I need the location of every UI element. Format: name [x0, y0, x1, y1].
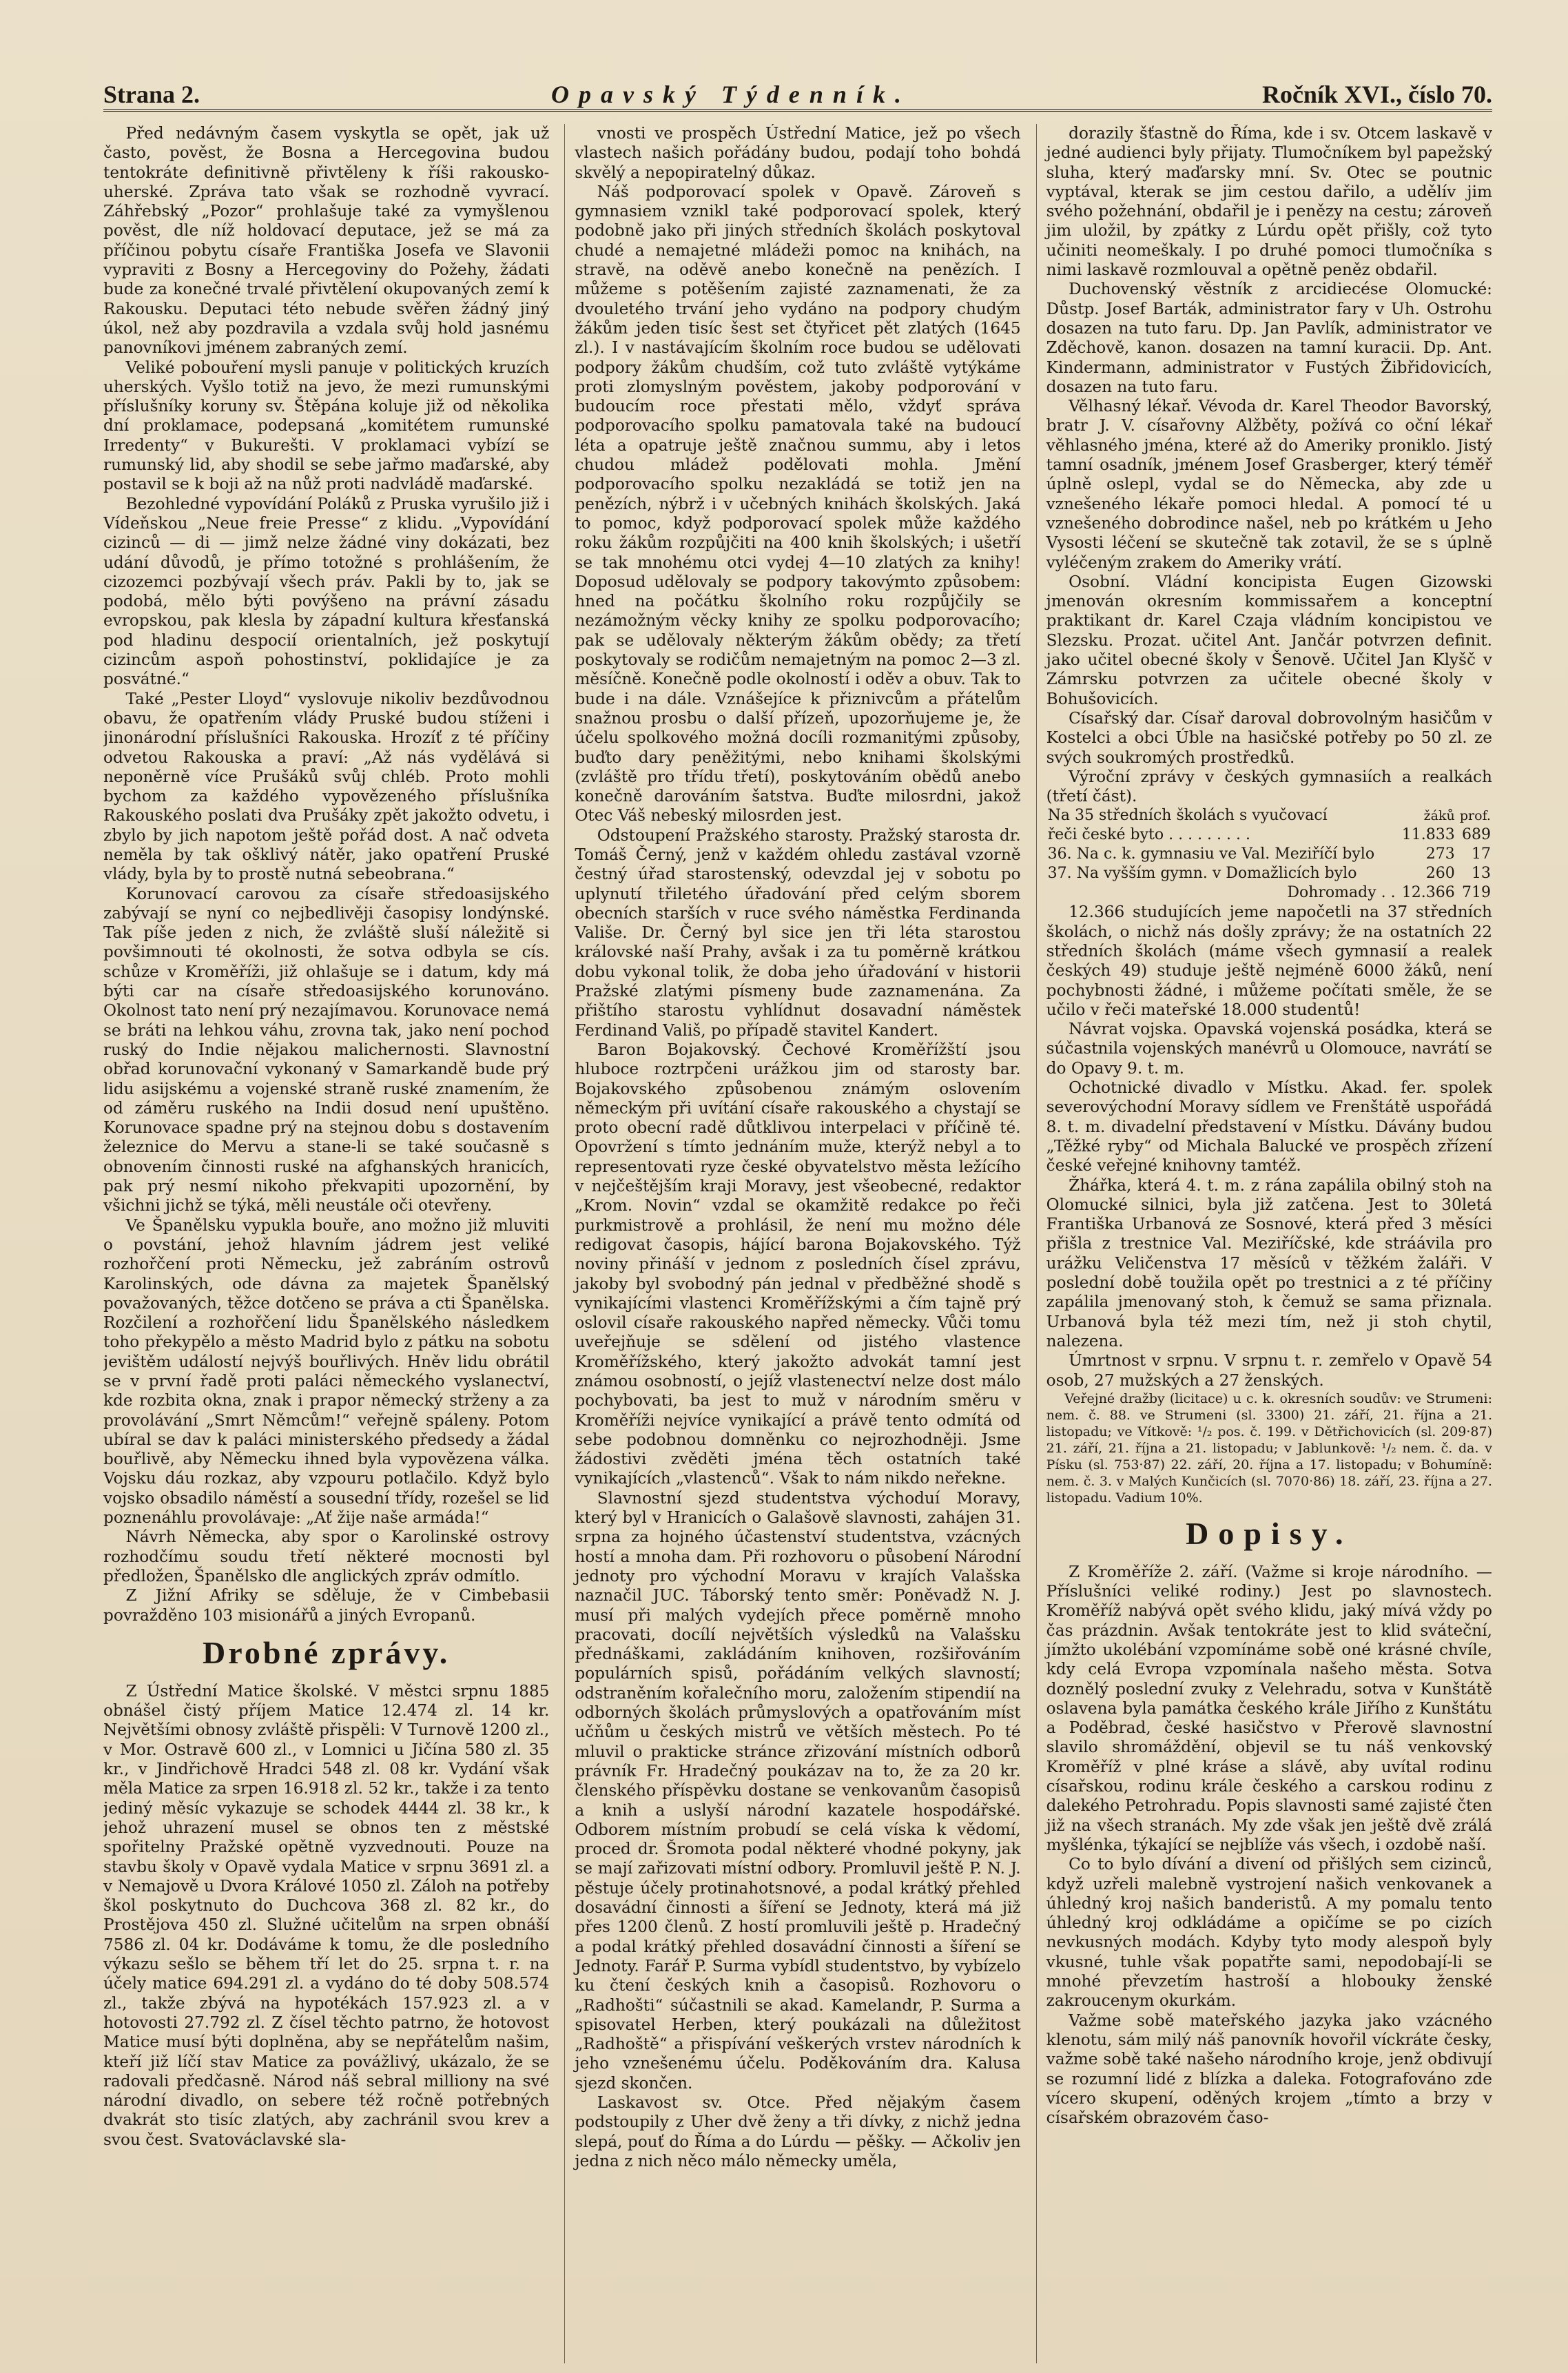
page-header	[103, 66, 1492, 112]
table-row	[1046, 825, 1492, 845]
student-stats-table	[1046, 806, 1492, 903]
table-cell-professors: 17	[1471, 845, 1491, 863]
article-matice-cont: vnosti ve prospěch Ústřední Matice, jež po všech vlastech našich pořádány budou, podají toho bohdá skvělý a nepopiratelný důkaz.	[575, 124, 1021, 182]
table-intro: Na 35 středních školách s vyučovací	[1047, 807, 1328, 825]
article-starosta: Odstoupení Pražského starosty. Pražský starosta dr. Tomáš Černý, jenž v každém ohledu zastával vzorně čestný úřad starostenský, odevzdal jej v sobotu po uplynutí třiletého úřadování před celým sborem obecních starších v ruce svého náměstka Ferdinanda Vališe. Dr. Černý byl sice jen tři léta starostou královské naší Prahy, avšak i za tu poměrně krátkou dobu vykonal tolik, že doba jeho úřadování v historii Pražské zlatými písmeny bude zaznamenána. Za přištího starostu vyhlídnut dosavadní náměstek Ferdinand Vališ, po případě stavitel Kandert.	[575, 825, 1021, 1040]
table-row	[1046, 864, 1492, 883]
article-sjezd: Slavnostní sjezd studentstva východuí Moravy, který byl v Hranicích o Galašově slavnosti, zahájen 31. srpna za hojného účastenství studentstva, vzácných hostí a mnoha dam. Při rozhovoru o působení Národní jednoty pro východní Moravu v krajích Valašska naznačil JUC. Táborský tento směr: Poněvadž N. J. musí při malých vydejích přece poměrně mnoho pracovati, docílí největších výsledků na Valašsku přednáškami, zakládáním knihoven, rozšiřováním populárních spisů, pořádáním velkých slavností; odstraněním kořalečního moru, založením stipendií na odborných školách průmyslových a opatřováním míst učňům u českých mistrů ve větších městech. Po té mluvil o prakticke stránce zřizování místních odborů právník Fr. Hradečný poukázav na to, že za 20 kr. členského příspěvku dostane se venkovanům časopisů a knih a uslyší národní kazatele hospodářské. Odborem místním probudí se celá víska k vědomí, proced dr. Šromota podal některé vhodné pokyny, jak se mají zařizovati místní odbory. Promluvil ještě P. N. J. pěstuje účely protinahotsnové, a podal krátký přehled dosavádní činnosti a šíření se Jednoty, která má již přes 1200 členů. Z hostí promluvili ještě p. Hradečný a podal krátký přehled dosavádní činnosti a šíření se Jednoty. Farář P. Surma vybídl studentstvo, by vybízelo ku čtení českých knih a časopisů. Rozhovoru o „Radhošti“ súčastnili se akad. Kamelandr, P. Surma a spisovatel Herben, který poukázali na důležitost „Radhoště“ a přispívání veškerých vrstev národních k jeho vznešenému účelu. Poděkováním dra. Kalusa sjezd skončen.	[575, 1488, 1021, 2093]
table-total-row	[1046, 883, 1492, 903]
letter-jazyk: Važme sobě mateřského jazyka jako vzácného klenotu, sám milý náš panovník hovořil víckráte česky, važme sobě také našeho národního kroje, jenž obdivují se rozumní lidé z blízka a daleka. Fotografováno zde vícero skupení, oděných krojem „tímto a brzy v císařském obrazovém časo-	[1046, 2011, 1492, 2128]
article-bosna: Před nedávným časem vyskytla se opět, jak už často, pověst, že Bosna a Hercegovina budou tentokráte definitivně přivtěleny k říši rakousko-uherské. Zpráva tato však se rozhodně vyvrací. Záhřebský „Pozor“ prohlašuje také za vymyšlenou pověst, dle níž holdovací deputace, jež se má za příčinou pobytu císaře Františka Josefa ve Slavonii vypraviti z Bosny a Hercegoviny do Požehy, žádati bude za konečné trvalé přivtělení okupovaných zemí k Rakousku. Deputaci této nebude svěřen žádný jiný úkol, než aby pozdravila a vzdala svůj hold jasnému panovníkovi jménem zabraných zemí.	[103, 124, 550, 358]
table-cell-professors: 689	[1461, 826, 1491, 844]
table-cell-label: 37. Na vyšším gymn. v Domažlicích bylo	[1047, 865, 1357, 883]
article-prusko: Bezohledné vypovídání Poláků z Pruska vyrušilo již i Vídeňskou „Neue freie Presse“ z klidu. „Vypovídání cizinců — di — jimž nelze žádné viny dokázati, bez udání důvodů, je přímo totožné s prohlášením, že cizozemci pozbývají všech práv. Pakli by to, jak se podobá, mělo býti povýšeno na právní zásadu evropskou, pak klesla by západní kultura křesťanská pod hladinu despocií orientalních, jež poskytují cizincům aspoň pohostinství, poklidajíce je za posvátné.“	[103, 494, 550, 689]
table-head-students: žáků	[1423, 808, 1455, 824]
letter-kroje: Co to bylo dívání a divení od přišlých sem cizinců, když uzřeli malebně vystrojení našich venkovanek a úhledný kroj našich banderistů. A my pomalu tento úhledný kroj odkládáme a opičíme se po cizích nevkusných modách. Kdyby tyto mody alespoň byly vkusné, tuhle však popatřte sami, nepodobají-li se mnohé převzetím hastroší a hlobouky ženské zakroucenym okurkám.	[1046, 1855, 1492, 2011]
table-cell-students: 273	[1425, 845, 1455, 863]
article-navrat-vojska: Návrat vojska. Opavská vojenská posádka, která se súčastnila vojenských manévrů u Olomouce, navrátí se do Opavy 9. t. m.	[1046, 1020, 1492, 1078]
table-cell-students: 12.366	[1401, 884, 1455, 902]
table-cell-students: 260	[1425, 865, 1455, 883]
column-3	[1036, 124, 1492, 2363]
section-heading-drobne-zpravy: Drobné zprávy.	[203, 1634, 451, 1670]
issue-info: Ročník XVI., číslo 70.	[1261, 81, 1492, 108]
table-cell-label: Dohromady . .	[1287, 884, 1396, 902]
article-afrika: Z Jižní Afriky se sděluje, že v Cimbebasii povražděno 103 misionářů a jiných Evropanů.	[103, 1586, 550, 1625]
table-cell-professors: 13	[1471, 865, 1491, 883]
table-cell-label: řeči české byto . . . . . . . . .	[1047, 826, 1250, 844]
table-header-row	[1046, 806, 1492, 825]
letter-kromeriz: Z Kroměříže 2. září. (Važme si kroje národního. — Příslušníci veliké rodiny.) Jest po slavnostech. Kroměříž nabývá opět svého klidu, jaký mívá vždy po čas prázdnin. Avšak tentokráte jest to klid sváteční, jímžto ukolébání vzpomínáme sobě oné krásné chvíle, kdy celá Evropa vzpomínala našeho města. Sotva doznělý poslední zvuky z Velehradu, sotva v Kunštátě oslavena byla památka českého krále Jiřího z Kunštátu a Poděbrad, české hasičstvo v Přerově slavnostní slavilo shromáždění, objevil se tu náš venkovský Kroměříž v plné kráse a slávě, aby uvítal rodinu císařskou, rodinu krále českého a carskou rodinu z dalekého Petrohradu. Popis slavnosti samé zajisté čten již na všech stranách. My zde však jen ještě dvě zrálá myšlénka, týkající se nejblíže vás všech, i ozdobě naší.	[1046, 1562, 1492, 1854]
article-columns	[103, 124, 1492, 2363]
column-1	[103, 124, 549, 2363]
article-bojakovsky: Baron Bojakovský. Čechové Kroměřížští jsou hluboce roztrpčeni urážkou jim od starosty bar. Bojakovského způsobenou známým oslovením německým při uvítání císaře rakouského a chystají se proto obecní radě důtklivou interpelaci v příčině té. Opovržení s tímto jednáním muže, kterýž nebyl a to representovati ryze české obyvatelstvo města ležícího v nejčeštějším kraji Moravy, jest všeobecné, redaktor „Krom. Novin“ vzdal se okamžitě redakce po řeči purkmistrově a prohlásil, že není mu možno déle redigovat časopis, hájící barona Bojakovského. Týž noviny přináší v jednom z posledních čísel zprávu, jakoby byl svobodný pán jednal v předběžné shodě s vynikajícími vlastenci Kroměřížskými a čím tajně prý oslovil císaře rakouského napřed německy. Vůči tomu uveřejňuje se sdělení od jistého vlastence Kroměřížského, který jakožto advokát tamní jest známou osobností, o jejíž vlastenectví nelze dost málo pochybovati, ba jest to muž v národním směru v Kroměříži nejvíce vynikající a právě tento odmítá od sebe podobnou domněnku co nejrozhodněji. Jsme žádostivi zvěděti jména těch ostatních také vynikajících „vlastenců“. Však to nám nikdo neřekne.	[575, 1040, 1021, 1488]
section-heading-dopisy: Dopisy.	[1186, 1515, 1353, 1551]
article-zharka: Žhářka, která 4. t. m. z rána zapálila obilný stoh na Olomucké silnici, byla již zatčena. Jest to 30letá Františka Urbanová ze Sosnové, která před 3 měsíci přišla z trestnice Val. Meziříčské, kde stráávila pro urážku Veličenstva 17 měsíců v těžkém žaláři. V poslední době toužila opět po trestnici a z té příčiny zapálila jmenovaný stoh, k čemuž se sama přiznala. Urbanová byla též mezi tím, než ji stoh chytil, nalezena.	[1046, 1175, 1492, 1350]
newspaper-title: Opavský Týdenník.	[551, 81, 911, 108]
article-podporovaci-spolek: Náš podporovací spolek v Opavě. Zároveň s gymnasiem vznikl také podporovací spolek, který podobně jako při jiných středních školách poskytoval chudé a nemajetné mládeži pomoc na knihách, na stravě, na oděvě anebo konečně na penězích. I můžeme s potěšením zajisté zaznamenati, že za dvouletého trvání jeho vydáno na podpory chudým žákům jeden tisíc šest set čtyřicet pět zlatých (1645 zl.). I v nastávajícím školním roce budou se udělovati podpory žákům chudším, což tuto zvláště vytýkáme proti zlomyslným pověstem, jakoby podporování v budoucím roce přestati mělo, vždyť správa podporovacího spolku pamatovala také na budoucí léta a opatruje ještě značnou summu, aby i letos chudou mládež podělovati mohla. Jmění podporovacího spolku nezakládá se totiž jen na penězích, nýbrž i v učebných knihách školských. Jaká to pomoc, když podporovací spolek může každého roku žákům rozpůjčiti na 400 knih školských; i ušetří se tak mnohému otci vydej 4—10 zlatých za knihy! Doposud udělovaly se podpory takovýmto způsobem: hned na počátku školního roku rozpůjčily se nezámožným věcky knihy ze spolku podporovacího; pak se udělovaly některým žákům obědy; za třetí poskytovaly se rodičům nemajetným na pomoc 2—3 zl. měsíčně. Konečně podle okolností i oděv a obuv. Tak to bude i na dále. Vznášejíce k přiznivcům a přátelům snažnou prosbu o další přízeň, upozorňujeme je, že účelu spolkového možná docíli rozmanitými způsoby, buďto dary peněžitými, nebo knihami školskými (zvláště pro třídu třetí), poskytováním obědů anebo konečně darováním šatstva. Buďte milosrdni, jakož Otec Váš nebeský milosrden jest.	[575, 182, 1021, 825]
article-pester-lloyd: Také „Pester Lloyd“ vyslovuje nikoliv bezdůvodnou obavu, že opatřením vlády Pruské budou stíženi i jinonárodní příslušníci Rakouska. Hrozíť z té příčiny odvetou Rakouska a praví: „Až nás vydělává si neponěrně více Prušáků svůj chléb. Proto mohli bychom za každého vypovězeného příslušníka Rakouského poslati dva Prušáky zpět jakožto odvetu, i zbylo by jich napotom ještě pořád dost. A nač odveta neměla by tak ošklivý nátěr, jako opatření Pruské vlády, byla by to prostě nutná sebeobrana.“	[103, 689, 550, 884]
article-divadlo: Ochotnické divadlo v Místku. Akad. fer. spolek severovýchodní Moravy sídlem ve Frenštátě uspořádá 8. t. m. divadelní představení v Místku. Dávány budou „Těžké ryby“ od Michala Balucké ve prospěch zřízení české veřejné knihovny tamtéž.	[1046, 1078, 1492, 1175]
column-2	[564, 124, 1020, 2363]
article-lekar: Vělhasný lékař. Vévoda dr. Karel Theodor Bavorský, bratr J. V. císařovny Alžběty, požívá co oční lékař věhlasného jména, které až do Ameriky proniklo. Jistý tamní osadník, jménem Josef Grasberger, který téměř úplně oslepl, vydal se do Německa, aby zde u vznešeného lékaře pomoci hledal. A pomocí té u vznešeného dobrodince našel, neb po krátkém u Jeho Vysosti léčení se skutečně tak zotavil, že se s úplně vyléčeným zrakem do Ameriky vrátí.	[1046, 397, 1492, 572]
article-umrtnost: Úmrtnost v srpnu. V srpnu t. r. zemřelo v Opavě 54 osob, 27 mužských a 27 ženských.	[1046, 1351, 1492, 1390]
page-number: Strana 2.	[103, 81, 200, 108]
article-laskavost: Laskavost sv. Otce. Před nějakým časem podstoupily z Uher dvě ženy a tři dívky, z nichž jedna slepá, pouť do Říma a do Lúrdu — pěšky. — Ačkoliv jen jedna z nich něco málo německy uměla,	[575, 2093, 1021, 2170]
article-vyrocni-zpravy: Výroční zprávy v českých gymnasiích a realkách (třetí část).	[1046, 767, 1492, 806]
table-head-professors: prof.	[1459, 808, 1491, 824]
table-cell-label: 36. Na c. k. gymnasiu ve Val. Meziříčí bylo	[1047, 845, 1375, 863]
article-drazby: Veřejné dražby (licitace) u c. k. okresních soudův: ve Strumeni: nem. č. 88. ve Strumeni (sl. 3300) 21. září, 21. října a 21. listopadu; ve Vítkově: ¹/₂ pos. č. 199. v Dětřichovicích (sl. 209·87) 21. září, 21. října a 21. listopadu; v Jablunkově: ¹/₂ nem. č. da. v Písku (sl. 753·87) 22. září, 20. října a 17. listopadu; v Bohumíně: nem. č. 3. v Malých Kunčicích (sl. 7070·86) 18. září, 23. října a 27. listopadu. Vadium 10%.	[1046, 1390, 1492, 1506]
table-cell-students: 11.833	[1401, 826, 1455, 844]
article-laskavost-cont: dorazily šťastně do Říma, kde i sv. Otcem laskavě v jedné audienci byly přijaty. Tlumočníkem byl papežský sluha, který maďarsky mní. Sv. Otec se poutnic vyptával, kterak se jim cestou dařilo, a udělív jim svého požehnání, obdařil je i penězy na cestu; zároveň jim uložil, by zpátky z Lúrdu opět přišly, což tyto učiniti neomeškaly. I po druhé pomoci tlumočníka s nimi laskavě rozmlouval a opětně peněz obdařil.	[1046, 124, 1492, 280]
article-uhersko: Veliké pobouření mysli panuje v politických kruzích uherských. Vyšlo totiž na jevo, že mezi rumunskými příslušníky koruny sv. Štěpána koluje již od několika dní proklamace, podepsaná „komitétem rumunské Irredenty“ v Bukurešti. V proklamaci vybízí se rumunský lid, aby shodil se sebe jařmo maďarské, aby postavil se k boji až na nůž proti nadvládě maďarské.	[103, 358, 550, 494]
article-matice: Z Ústřední Matice školské. V městci srpnu 1885 obnášel čistý příjem Matice 12.474 zl. 14 kr. Největšími obnosy zvláště přispěli: V Turnově 1200 zl., v Mor. Ostravě 600 zl., v Lomnici u Jičína 580 zl. 35 kr., v Jindřichově Hradci 548 zl. 08 kr. Vydání však měla Matice za srpen 16.918 zl. 52 kr., takže i za tento jediný měsíc vykazuje se schodek 4444 zl. 38 kr., k jehož uhrazení musel se obnos ten z městské spořitelny Pražské opětně vyzvednouti. Pouze na stavbu školy v Opavě vydala Matice v srpnu 3691 zl. a v Nemajově u Dvora Králové 1050 zl. Záloh na potřeby škol poskytnuto do Duchcova 368 zl. 82 kr., do Prostějova 450 zl. Služné učitelům na srpen obnáší 7586 zl. 04 kr. Dodáváme k tomu, že dle posledního výkazu sešlo se během tří let do 25. srpna t. r. na účely matice 694.291 zl. a vydáno do té doby 508.574 zl., takže zbývá na hypotékách 157.923 zl. a v hotovosti 27.792 zl. Z čísel těchto patrno, že hotovost Matice musí býti doplněna, aby se nepřátelům našim, kteří již líčí stav Matice za povážlivý, ukázalo, že se radovali předčasně. Národ náš sebral milliony na své národní divadlo, on sebere též ročně potřebných dvakrát sto tisíc zlatých, aby zachránil svou krev a svou čest. Svatováclavské sla-	[103, 1681, 550, 2149]
article-korunovace: Korunovací carovou za císaře středoasijského zabývají se nyní co nejbedlivěji časopisy londýnské. Tak píše jeden z nich, že zvláště sluší náležitě si povšimnouti té okolnosti, že sotva odbyla se cís. schůze v Kroměříži, již ohlašuje se i datum, kdy má býti car na císaře středoasijského korunováno. Okolnost tato není prý nezajímavou. Korunovace nemá se bráti na lehkou váhu, zrovna tak, jako není pochod ruský do Indie nějakou malichernosti. Slavnostní obřad korunovační vykonaný v Samarkandě bude prý lidu asijskému a vojenské straně ruské znamením, že od záměru ruského na Indii dosud není upuštěno. Korunovace spadne prý na stejnou dobu s dostavením železnice do Mervu a stane-li se také současně s obnovením činnosti ruské na afghanských hranicích, pak prý nesmí nikoho překvapiti upozornění, by všichni jichž se týká, měli neustále oči otevřeny.	[103, 884, 550, 1215]
article-cisarsky-dar: Císařský dar. Císař daroval dobrovolným hasičům v Kostelci a obci Úble na hasičské potřeby po 50 zl. ze svých soukromých prostředků.	[1046, 708, 1492, 767]
article-karoliny: Návrh Německa, aby spor o Karolinské ostrovy rozhodčímu soudu třetí některé mocnosti byl předložen, Španělsko dle anglických zpráv odmítlo.	[103, 1528, 550, 1585]
article-studenti: 12.366 studujících jeme napočetli na 37 středních školách, o nichž nás došly zprávy; že na ostatních 22 středních školách (máme všech gymnasií a realek českých 49) studuje ještě nejméně 6000 žáků, není pochybnosti žádné, i můžeme počítati směle, že se učilo v řeči mateřské 18.000 studentů!	[1046, 903, 1492, 1019]
table-row	[1046, 845, 1492, 864]
table-cell-professors: 719	[1461, 884, 1491, 902]
article-osobni: Osobní. Vládní koncipista Eugen Gizowski jmenován okresním kommissařem a konceptní praktikant dr. Karel Czaja vládním koncipistou ve Slezsku. Prozat. učitel Ant. Jančár potvrzen definit. jako učitel obecné školy v Šenově. Učitel Jan Klyšč v Zámrsku potvrzen za učitele obecné školy v Bohušovicích.	[1046, 572, 1492, 708]
article-spanelsko: Ve Španělsku vypukla bouře, ano možno již mluviti o povstání, jehož hlavním jádrem jest veliké rozhořčení proti Německu, jež zabráním ostrovů Karolinských, ode dávna za majetek Španělský považovaných, těžce dotčeno se práva a cti Španělska. Rozčilení a rozhořčení lidu Španělského následkem toho překypělo a město Madrid bylo z pátku na sobotu jevištěm událostí nejvýš bouřlivých. Hněv lidu obrátil se v první řadě proti paláci německého vyslanectví, kde rozbita okna, znak i prapor německý strženy a za provolávání „Smrt Němcům!“ veřejně spáleny. Potom ubíral se dav k paláci ministerského předsedy a žádal bouřlivě, aby Německu ihned byla vypovězena válka. Vojsku dáu rozkaz, aby vzpouru potlačilo. Když bylo vojsko obsadilo náměstí a sousední třídy, rozešel se lid poznenáhlu provolávaje: „Ať žije naše armáda!“	[103, 1215, 550, 1528]
article-duchovensky: Duchovenský věstník z arcidiecése Olomucké: Důstp. Josef Barták, administrator fary v Uh. Ostrohu dosazen na tuto faru. Dp. Jan Pavlík, administrator ve Zděchově, kanon. dosazen na tamní kuracii. Dp. Ant. Kindermann, administrator v Fustých Žibřidovicích, dosazen na tuto faru.	[1046, 280, 1492, 396]
